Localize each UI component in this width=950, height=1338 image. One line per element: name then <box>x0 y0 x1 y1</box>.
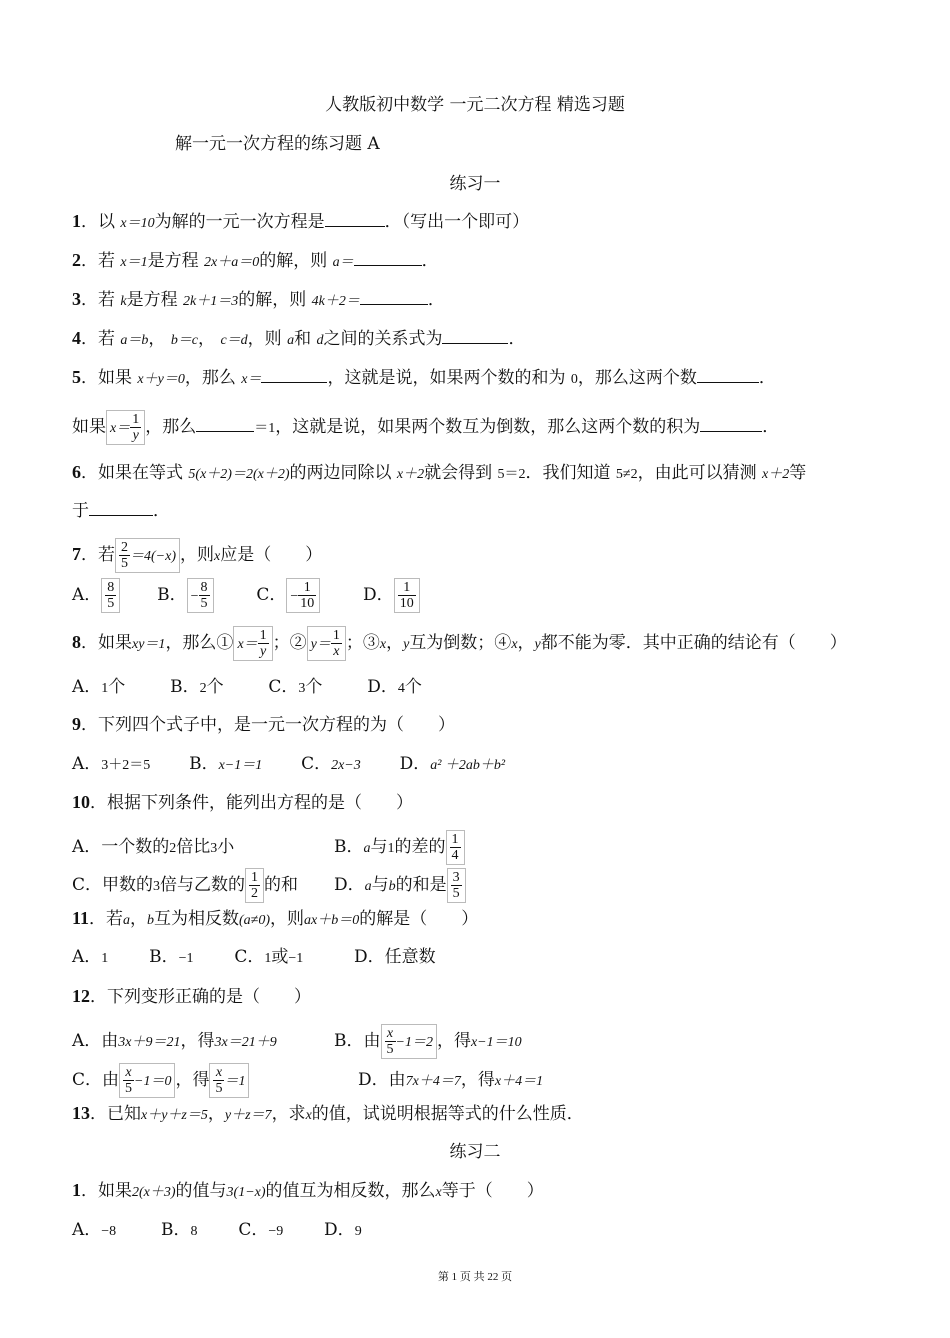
answer-blank[interactable] <box>697 368 759 383</box>
option-d[interactable]: D．由7x＋4＝7，得x＋4＝1 <box>358 1070 544 1090</box>
section-heading-2: 练习二 <box>449 1142 501 1162</box>
option-d[interactable]: D．4个 <box>367 677 422 697</box>
option-b[interactable]: B． − $\frac{8}{5}$ <box>157 585 213 605</box>
question-9-options <box>72 753 505 777</box>
answer-blank[interactable] <box>89 501 153 516</box>
option-b[interactable]: B．由 $\frac{x}{5}$ −1＝2 ，得x−1＝10 <box>334 1026 522 1057</box>
document-title: 人教版初中数学 一元二次方程 精选习题 <box>325 95 625 115</box>
question-6-continued: 于 ． <box>72 501 170 521</box>
question-12: 12．下列变形正确的是（ ） <box>72 986 311 1007</box>
option-b[interactable]: B．8 <box>161 1220 198 1240</box>
option-c[interactable]: C．由 $\frac{x}{5}$ −1＝0 ，得 $\frac{x}{5}$ ＝1 <box>72 1063 358 1098</box>
answer-blank[interactable] <box>700 417 762 432</box>
option-d[interactable]: D．a与b的和是 $\frac{3}{5}$ <box>334 875 466 895</box>
question-6: 6．如果在等式 5(x＋2)＝2(x＋2)的两边同除以 x＋2就会得到 5＝2．我们知道 5≠2，由此可以猜测 x＋2等 <box>72 462 807 483</box>
question-11: 11．若a，b互为相反数(a≠0)，则ax＋b＝0的解是（ ） <box>72 908 479 929</box>
option-d[interactable]: D．a² ＋2ab＋b² <box>399 754 506 774</box>
answer-blank[interactable] <box>325 212 385 227</box>
option-a[interactable]: A．−8 <box>72 1220 117 1240</box>
option-c[interactable]: C．−9 <box>238 1220 284 1240</box>
question-9: 9．下列四个式子中，是一元一次方程的为（ ） <box>72 714 455 735</box>
question-3: 3．若 k是方程 2k＋1＝3的解，则 4k＋2＝ ． <box>72 289 445 310</box>
option-a[interactable]: A．1个 <box>72 677 126 697</box>
question-5-part-2: 如果 x＝ $\frac{1}{y}$ ，那么 ＝1，这就是说，如果两个数互为倒数，那么这两个数的积为 ． <box>72 412 780 443</box>
option-d[interactable]: D． $\frac{1}{10}$ <box>363 585 420 605</box>
question-8: 8．如果xy＝1，那么① x＝ $\frac{1}{y}$ ；② y＝ $\frac{1}{x}$ ；③x，y互为倒数；④x，y都不能为零．其中正确的结论有（ ） <box>72 628 847 659</box>
option-d[interactable]: D．9 <box>324 1220 362 1240</box>
option-b[interactable]: B．−1 <box>149 947 194 967</box>
answer-blank[interactable] <box>360 290 428 305</box>
question-10: 10．根据下列条件，能列出方程的是（ ） <box>72 792 413 813</box>
question-4: 4．若 a＝b， b＝c， c＝d，则 a和 d之间的关系式为 ． <box>72 328 526 349</box>
option-c[interactable]: C．甲数的3倍与乙数的 $\frac{1}{2}$ 的和 <box>72 870 299 901</box>
question-10-options-cd <box>72 868 466 903</box>
fraction-box: x＝ $\frac{1}{y}$ <box>106 410 145 445</box>
question-7: 7．若 $\frac{2}{5}$ ＝4(−x) ，则x应是（ ） <box>72 540 323 571</box>
answer-blank[interactable] <box>196 417 254 432</box>
question-12-options-ab <box>72 1024 522 1059</box>
equation-box: $\frac{2}{5}$ ＝4(−x) <box>115 538 180 573</box>
page-footer: 第 1 页 共 22 页 <box>437 1271 513 1283</box>
option-a[interactable]: A．一个数的2倍比3小 <box>72 837 235 857</box>
option-b[interactable]: B．a与1的差的 $\frac{1}{4}$ <box>334 837 465 857</box>
option-c[interactable]: C．2x−3 <box>301 754 361 774</box>
question-7-options <box>72 578 420 613</box>
question-13: 13．已知x＋y＋z＝5，y＋z＝7，求x的值，试说明根据等式的什么性质． <box>72 1103 584 1124</box>
document-subtitle: 解一元一次方程的练习题 A <box>175 134 380 154</box>
question-12-options-cd <box>72 1063 543 1098</box>
practice-2-question-1-options <box>72 1219 362 1243</box>
answer-blank[interactable] <box>354 251 422 266</box>
fraction: $\frac{1}{y}$ <box>132 412 140 443</box>
option-a[interactable]: A． $\frac{8}{5}$ <box>72 585 120 605</box>
answer-blank[interactable] <box>442 329 508 344</box>
practice-2-question-1: 1．如果2(x＋3)的值与3(1−x)的值互为相反数，那么x等于（ ） <box>72 1180 544 1201</box>
question-2: 2．若 x＝1是方程 2x＋a＝0的解，则 a＝ ． <box>72 250 439 271</box>
option-c[interactable]: C．3个 <box>268 677 323 697</box>
option-a[interactable]: A．3＋2＝5 <box>72 754 151 774</box>
fraction: $\frac{2}{5}$ <box>121 540 128 571</box>
option-b[interactable]: B．2个 <box>170 677 224 697</box>
question-10-options-ab <box>72 830 465 865</box>
question-5: 5．如果 x＋y＝0，那么 x＝ ，这就是说，如果两个数的和为 0，那么这两个数 ． <box>72 367 776 388</box>
option-a[interactable]: A．由3x＋9＝21，得3x＝21＋9 <box>72 1031 277 1051</box>
question-1: 1．以 x＝10为解的一元一次方程是 ．（写出一个即可） <box>72 211 530 232</box>
question-11-options <box>72 946 436 970</box>
answer-blank[interactable] <box>261 368 327 383</box>
option-d[interactable]: D．任意数 <box>354 947 436 967</box>
section-heading-1: 练习一 <box>449 174 501 194</box>
option-c[interactable]: C．1或−1 <box>234 947 304 967</box>
question-8-options <box>72 676 422 700</box>
option-b[interactable]: B．x−1＝1 <box>189 754 263 774</box>
option-c[interactable]: C． − $\frac{1}{10}$ <box>256 585 320 605</box>
option-a[interactable]: A．1 <box>72 947 109 967</box>
